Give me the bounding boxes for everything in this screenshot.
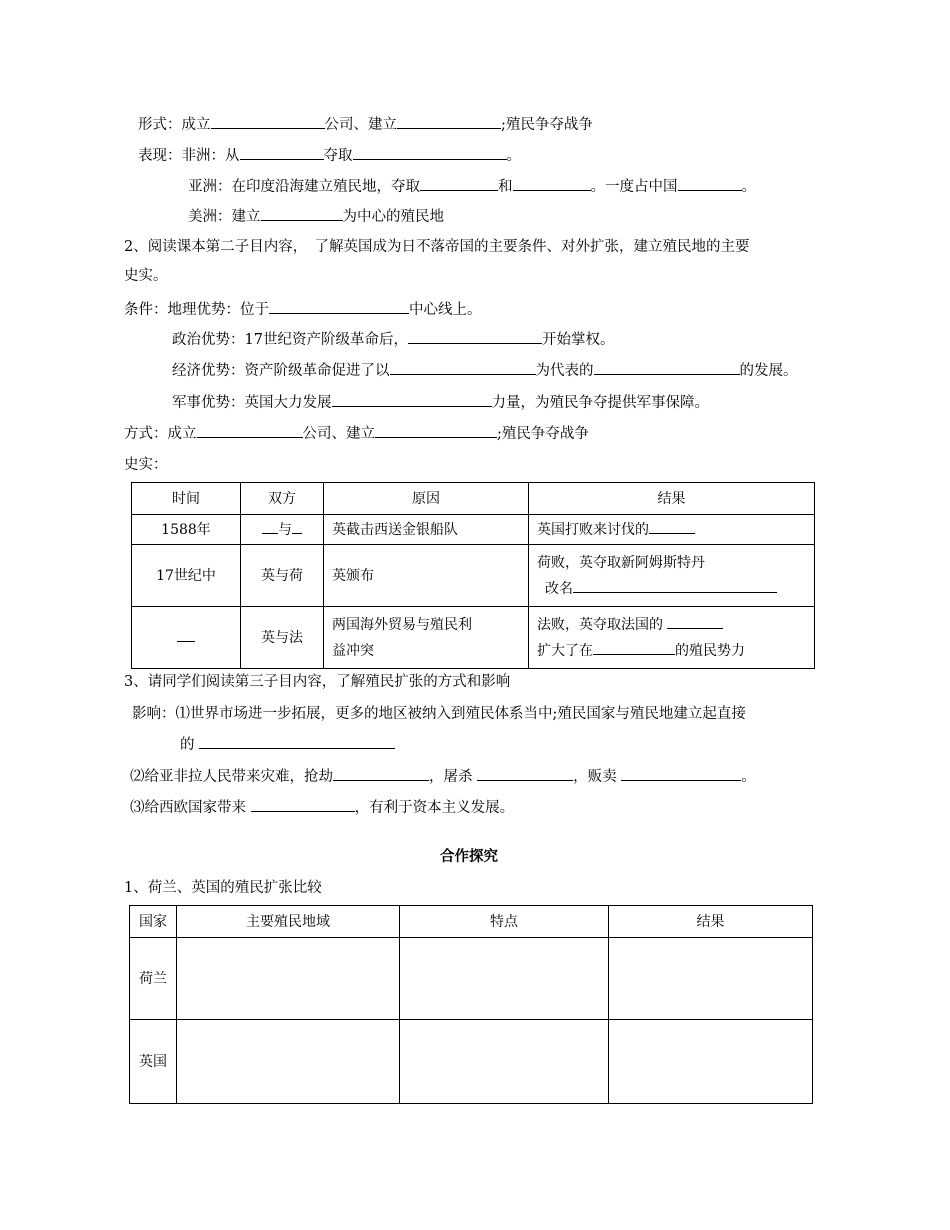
cell-empty[interactable] <box>177 938 400 1020</box>
header-country: 国家 <box>130 906 177 938</box>
cell-cause: 英截击西送金银船队 <box>324 515 529 545</box>
header-region: 主要殖民地域 <box>177 906 400 938</box>
comparison-table <box>129 905 813 1104</box>
header-cause: 原因 <box>324 483 529 515</box>
economic-advantage: 经济优势：资产阶级革命促进了以 为代表的 的发展。 <box>172 360 798 381</box>
coop-question-1: 1、荷兰、英国的殖民扩张比较 <box>124 880 322 896</box>
way-line: 方式：成立 公司、建立 ;殖民争夺战争 <box>124 423 589 444</box>
coop-title: 合作探究 <box>440 849 498 865</box>
table-header-row <box>132 483 815 515</box>
impact-2: ⑵给亚非拉人民带来灾难，抢劫 ，屠杀 ，贩卖 。 <box>130 766 756 787</box>
header-result: 结果 <box>529 483 815 515</box>
america-line: 美洲：建立 为中心的殖民地 <box>188 206 444 227</box>
cell-country: 英国 <box>130 1020 177 1104</box>
form-line: 形式：成立 公司、建立 ;殖民争夺战争 <box>138 114 593 135</box>
table-header-row <box>130 906 813 938</box>
table-row <box>132 607 815 669</box>
table-row <box>132 545 815 607</box>
header-parties: 双方 <box>241 483 324 515</box>
cell-time <box>132 607 241 669</box>
geo-advantage: 条件：地理优势：位于 中心线上。 <box>124 299 482 320</box>
cell-country: 荷兰 <box>130 938 177 1020</box>
section3-title: 3、请同学们阅读第三子目内容，了解殖民扩张的方式和影响 <box>124 674 511 690</box>
cell-empty[interactable] <box>609 1020 813 1104</box>
cell-empty[interactable] <box>400 938 609 1020</box>
cell-empty[interactable] <box>400 1020 609 1104</box>
cell-result: 英国打败来讨伐的 <box>529 515 815 545</box>
cell-parties: 与 <box>241 515 324 545</box>
cell-empty[interactable] <box>609 938 813 1020</box>
cell-cause: 英颁布 <box>324 545 529 607</box>
header-time: 时间 <box>132 483 241 515</box>
table-row <box>130 938 813 1020</box>
cell-time: 1588年 <box>132 515 241 545</box>
impact-1: 影响：⑴世界市场进一步拓展，更多的地区被纳入到殖民体系当中;殖民国家与殖民地建立起直接 <box>132 706 746 722</box>
cell-parties: 英与荷 <box>241 545 324 607</box>
political-advantage: 政治优势：17世纪资产阶级革命后， 开始掌权。 <box>172 329 614 350</box>
cell-time: 17世纪中 <box>132 545 241 607</box>
africa-line: 表现：非洲：从 夺取 。 <box>138 145 521 166</box>
history-facts-table <box>131 482 815 669</box>
impact-1-cont: 的 <box>180 734 395 755</box>
cell-result: 荷败，英夺取新阿姆斯特丹 改名 <box>529 545 815 607</box>
header-result: 结果 <box>609 906 813 938</box>
cell-result: 法败，英夺取法国的 扩大了在 的殖民势力 <box>529 607 815 669</box>
military-advantage: 军事优势：英国大力发展 力量，为殖民争夺提供军事保障。 <box>172 392 709 413</box>
section2-title: 2、阅读课本第二子目内容， 了解英国成为日不落帝国的主要条件、对外扩张，建立殖民地的主要 <box>124 239 750 255</box>
header-features: 特点 <box>400 906 609 938</box>
cell-cause: 两国海外贸易与殖民利 益冲突 <box>324 607 529 669</box>
impact-3: ⑶给西欧国家带来 ，有利于资本主义发展。 <box>130 797 514 818</box>
table-row <box>132 515 815 545</box>
asia-line: 亚洲：在印度沿海建立殖民地，夺取 和 。一度占中国 。 <box>188 176 756 197</box>
cell-empty[interactable] <box>177 1020 400 1104</box>
table-row <box>130 1020 813 1104</box>
section2-title-cont: 史实。 <box>124 268 168 284</box>
facts-label: 史实： <box>124 457 168 473</box>
cell-parties: 英与法 <box>241 607 324 669</box>
